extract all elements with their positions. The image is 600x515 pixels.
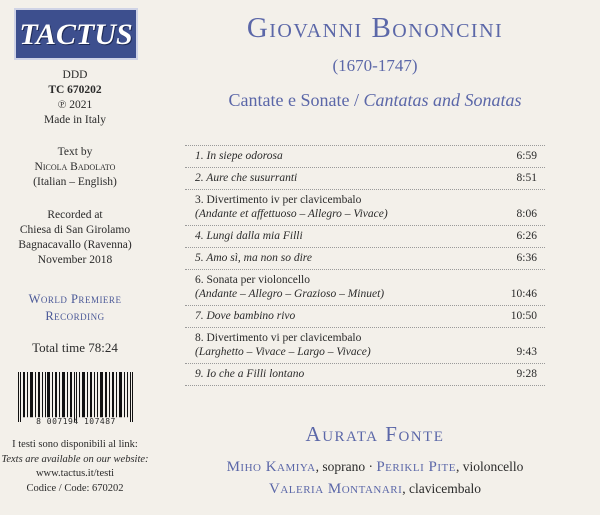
composer-dates: (1670-1747)	[332, 56, 418, 75]
barcode-digits: 8 007194 107487	[36, 417, 116, 426]
premiere-line2: Recording	[45, 309, 105, 323]
track-title: 2. Aure che susurranti	[195, 172, 298, 184]
performers-line-1	[150, 459, 600, 476]
text-languages: (Italian – English)	[33, 176, 117, 188]
format-text: DDD	[62, 69, 88, 81]
track-duration: 10:50	[510, 310, 537, 322]
track-row	[185, 363, 545, 386]
track-row	[185, 167, 545, 189]
recording-city: Bagnacavallo (Ravenna)	[18, 239, 132, 251]
track-title: 7. Dove bambino rivo	[195, 310, 296, 322]
ensemble-name: Aurata Fonte	[305, 422, 445, 446]
tracklist	[185, 145, 545, 386]
track-movements: (Larghetto – Vivace – Largo – Vivace)	[195, 346, 371, 358]
web-line-english: Texts are available on our website:	[1, 453, 149, 465]
track-duration: 10:46	[510, 288, 537, 300]
track-duration: 9:28	[516, 368, 537, 380]
album-subtitle	[150, 90, 600, 111]
recording-info	[0, 208, 150, 268]
track-title: 8. Divertimento vi per clavicembalo	[195, 332, 362, 344]
track-duration: 8:06	[516, 208, 537, 220]
subtitle-separator: /	[349, 90, 364, 110]
track-duration: 6:59	[516, 150, 537, 162]
catalog-number: TC 670202	[48, 84, 102, 96]
track-movements: (Andante – Allegro – Grazioso – Minuet)	[195, 288, 385, 300]
performer-name: Miho Kamiya	[226, 459, 316, 475]
track-row	[185, 327, 545, 363]
track-title: 6. Sonata per violoncello	[195, 274, 310, 286]
recording-date: November 2018	[37, 254, 113, 266]
text-credit	[0, 145, 150, 190]
label-sidebar	[0, 0, 150, 515]
track-title: 9. Io che a Filli lontano	[195, 368, 305, 380]
web-line-italian: I testi sono disponibili al link:	[12, 439, 138, 450]
track-row	[185, 247, 545, 269]
text-by-label: Text by	[57, 146, 93, 158]
copyright-text: ℗ 2021	[57, 99, 93, 111]
premiere-badge	[0, 291, 150, 325]
performers-line-2	[150, 481, 600, 498]
texts-website-info	[0, 438, 150, 496]
performer-role: , clavicembalo	[402, 481, 482, 496]
track-title: 1. In siepe odorosa	[195, 150, 283, 162]
performer-role: , violoncello	[455, 459, 524, 474]
track-duration: 6:26	[516, 230, 537, 242]
code-line: Codice / Code: 670202	[26, 482, 124, 494]
tactus-logo	[14, 8, 138, 60]
performer-role: , soprano ·	[315, 459, 377, 474]
subtitle-italian: Cantate e Sonate	[228, 90, 350, 110]
text-author: Nicola Badolato	[34, 161, 116, 173]
track-row	[185, 305, 545, 327]
subtitle-english: Cantatas and Sonatas	[363, 90, 522, 110]
recorded-label: Recorded at	[47, 209, 103, 221]
track-movements: (Andante et affettuoso – Allegro – Vivace)	[195, 208, 388, 220]
performer-name: Valeria Montanari	[268, 481, 403, 497]
logo-text: TACTUS	[19, 17, 133, 51]
track-title: 3. Divertimento iv per clavicembalo	[195, 194, 362, 206]
origin-text: Made in Italy	[44, 114, 106, 126]
track-row	[185, 225, 545, 247]
composer-name: Giovanni Bononcini	[246, 12, 504, 44]
track-title: 5. Amo sì, ma non so dire	[195, 252, 312, 264]
track-row	[185, 269, 545, 305]
recording-venue: Chiesa di San Girolamo	[19, 224, 131, 236]
release-info	[0, 68, 150, 128]
web-url[interactable]: www.tactus.it/testi	[35, 468, 115, 479]
track-duration: 6:36	[516, 252, 537, 264]
track-duration: 9:43	[516, 346, 537, 358]
track-title: 4. Lungi dalla mia Filli	[195, 230, 303, 242]
track-row	[185, 189, 545, 225]
premiere-line1: World Premiere	[28, 292, 122, 306]
total-time: Total time 78:24	[32, 340, 118, 355]
track-row	[185, 145, 545, 167]
track-duration: 8:51	[516, 172, 537, 184]
performer-name: Perikli Pite	[376, 459, 456, 475]
